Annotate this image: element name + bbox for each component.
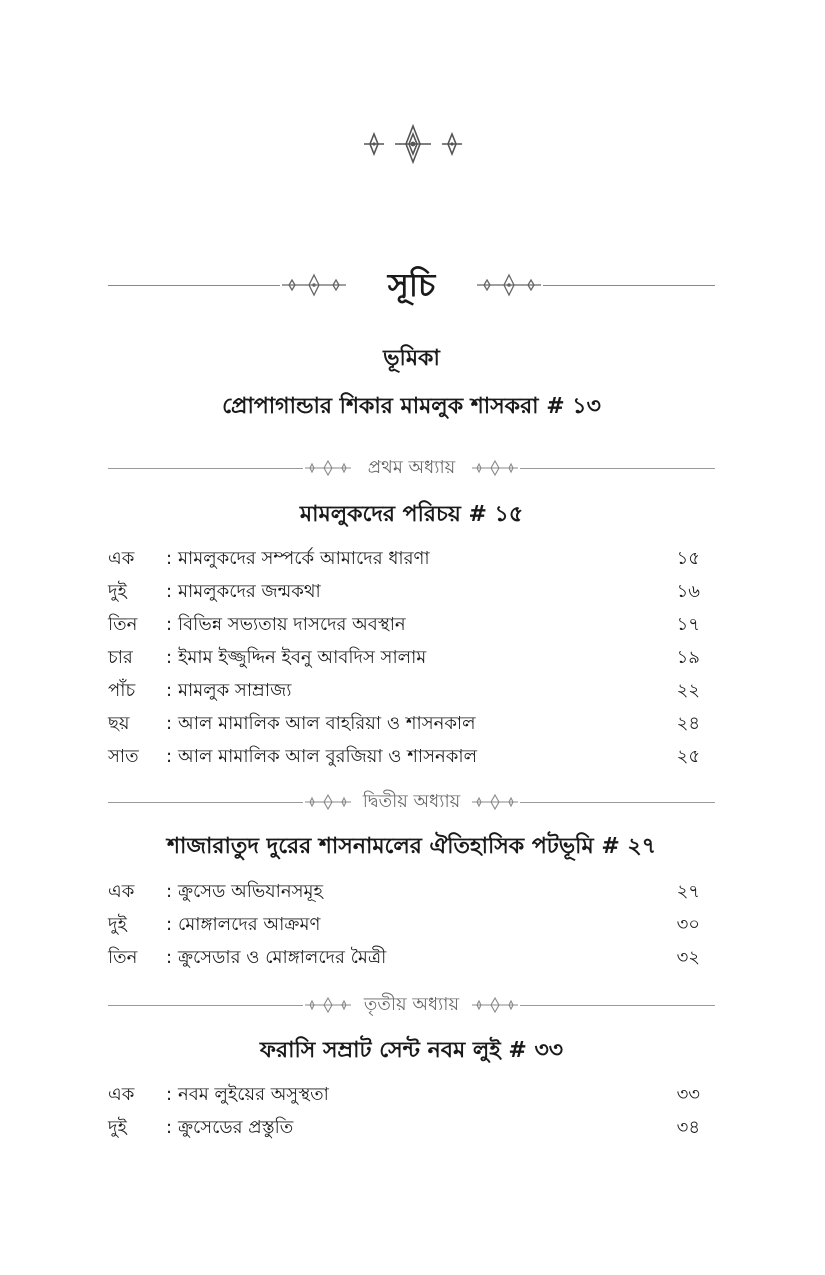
chapter-ornament-right-icon	[470, 459, 520, 481]
entry-page: ২৪	[676, 713, 700, 734]
entry-colon: :	[166, 581, 173, 602]
entry-number: এক	[108, 1084, 135, 1105]
chapter-heading: শাজারাতুদ দুরের শাসনামলের ঐতিহাসিক পটভূমি # ২৭	[166, 834, 657, 859]
chapter-rule-right	[520, 802, 715, 803]
entry-page: ৩৩	[676, 1084, 700, 1105]
title-rule-right	[543, 285, 715, 286]
toc-entry[interactable]	[108, 577, 708, 607]
title-ornament-right-icon	[475, 273, 543, 301]
chapter-divider	[108, 993, 715, 1017]
preface-heading: ভূমিকা	[383, 346, 440, 371]
entry-title: ইমাম ইজ্জুদ্দিন ইবনু আবদিস সালাম	[178, 647, 427, 668]
entry-title: ক্রুসেডার ও মোঙ্গালদের মৈত্রী	[178, 947, 387, 968]
chapter-divider	[108, 790, 715, 814]
entry-title: আল মামালিক আল বাহরিয়া ও শাসনকাল	[178, 713, 476, 734]
toc-entry[interactable]	[108, 910, 708, 940]
entry-colon: :	[166, 914, 173, 935]
chapter-label: প্রথম অধ্যায়	[367, 457, 456, 478]
page-title: সূচি	[387, 266, 436, 304]
chapter-heading: ফরাসি সম্রাট সেন্ট নবম লুই # ৩৩	[259, 1038, 564, 1063]
chapter-heading: মামলুকদের পরিচয় # ১৫	[299, 502, 524, 527]
entry-title: মামলুকদের সম্পর্কে আমাদের ধারণা	[178, 548, 430, 569]
preface-subheading: প্রোপাগান্ডার শিকার মামলুক শাসকরা # ১৩	[222, 394, 601, 419]
toc-entry[interactable]	[108, 676, 708, 706]
entry-page: ১৭	[676, 614, 700, 635]
entry-colon: :	[166, 647, 173, 668]
entry-title: নবম লুইয়ের অসুস্থতা	[178, 1084, 329, 1105]
entry-title: ক্রুসেড অভিযানসমূহ	[178, 881, 323, 902]
entry-page: ২৭	[676, 881, 700, 902]
entry-colon: :	[166, 713, 173, 734]
entry-number: পাঁচ	[108, 680, 136, 701]
entry-number: তিন	[108, 947, 138, 968]
entry-number: সাত	[108, 746, 139, 767]
chapter-label: দ্বিতীয় অধ্যায়	[362, 791, 461, 812]
entry-number: এক	[108, 548, 135, 569]
entry-colon: :	[166, 680, 173, 701]
entry-number: দুই	[108, 581, 127, 602]
entry-title: মামলুকদের জন্মকথা	[178, 581, 321, 602]
toc-entry[interactable]	[108, 742, 708, 772]
toc-entry[interactable]	[108, 709, 708, 739]
top-ornament-icon	[360, 124, 466, 168]
entry-number: এক	[108, 881, 135, 902]
entry-page: ১৬	[676, 581, 700, 602]
entry-number: দুই	[108, 914, 127, 935]
entry-colon: :	[166, 947, 173, 968]
toc-entry[interactable]	[108, 1113, 708, 1143]
entry-colon: :	[166, 614, 173, 635]
entry-number: দুই	[108, 1117, 127, 1138]
toc-entry[interactable]	[108, 610, 708, 640]
entry-colon: :	[166, 1084, 173, 1105]
entry-page: ১৯	[676, 647, 700, 668]
toc-entry[interactable]	[108, 943, 708, 973]
entry-page: ১৫	[676, 548, 700, 569]
entry-page: ৩২	[676, 947, 700, 968]
entry-title: মামলুক সাম্রাজ্য	[178, 680, 292, 701]
entry-colon: :	[166, 1117, 173, 1138]
entry-number: ছয়	[108, 713, 130, 734]
chapter-label: তৃতীয় অধ্যায়	[363, 994, 460, 1015]
chapter-ornament-right-icon	[470, 996, 520, 1018]
entry-title: আল মামালিক আল বুরজিয়া ও শাসনকাল	[178, 746, 477, 767]
entry-title: ক্রুসেডের প্রস্তুতি	[178, 1117, 294, 1138]
chapter-ornament-right-icon	[470, 793, 520, 815]
entry-page: ২৫	[676, 746, 700, 767]
entry-page: ৩৪	[676, 1117, 700, 1138]
chapter-divider	[108, 456, 715, 480]
entry-colon: :	[166, 881, 173, 902]
entry-page: ৩০	[676, 914, 700, 935]
chapter-rule-right	[520, 1005, 715, 1006]
toc-entry[interactable]	[108, 544, 708, 574]
toc-entry[interactable]	[108, 643, 708, 673]
toc-entry[interactable]	[108, 877, 708, 907]
entry-title: বিভিন্ন সভ্যতায় দাসদের অবস্থান	[178, 614, 406, 635]
toc-entry[interactable]	[108, 1080, 708, 1110]
entry-number: চার	[108, 647, 133, 668]
entry-number: তিন	[108, 614, 138, 635]
chapter-rule-right	[520, 468, 715, 469]
entry-colon: :	[166, 746, 173, 767]
toc-title-row	[108, 262, 715, 310]
entry-title: মোঙ্গালদের আক্রমণ	[178, 914, 321, 935]
entry-page: ২২	[676, 680, 700, 701]
entry-colon: :	[166, 548, 173, 569]
